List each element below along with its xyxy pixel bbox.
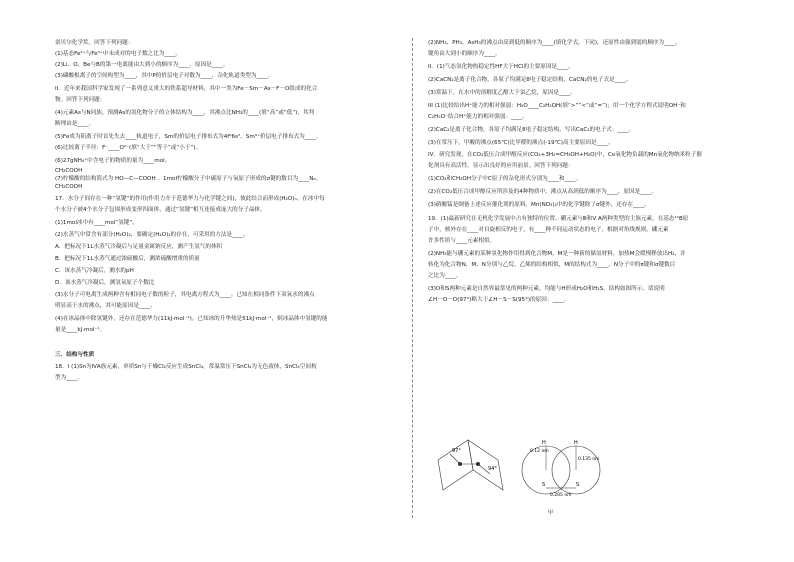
left-text-line: (3)磷酸根离子的空间构型为____，其中P的价层电子对数为____，杂化轨道类型为____。 bbox=[55, 73, 274, 79]
right-text-line: 许多性质与____元素相似。 bbox=[428, 238, 496, 244]
left-text-line: 明显高于水的沸点，其可能原因是____。 bbox=[55, 303, 156, 309]
left-text-line: (4)在冰晶体中除氢键外，还存在范德华力(11kJ·mol⁻¹)。已知冰的升华热是51kJ·mol⁻¹，则冰晶体中氢键的能 bbox=[55, 316, 328, 322]
right-text-line: (3)常温下，在水中的溶解度乙醇大于氯乙烷，原因是____。 bbox=[428, 90, 576, 96]
right-text-line: 之比为____。 bbox=[428, 273, 462, 279]
left-text-line: 18．I (1)Sn为ⅣA族元素，单质Sn与干燥Cl₂反应生成SnCl₄，常温常压下SnCl₄为无色液体，SnCl₄空间构 bbox=[55, 364, 317, 370]
column-divider bbox=[412, 38, 413, 518]
left-text-line: (6)27gNH₄⁺中含电子的物质的量为____mol。 bbox=[55, 158, 171, 164]
right-text-line: (2)CaC₂是离子化合物，各原子均满足8电子稳定结构，写出CaC₂的电子式：____。 bbox=[428, 127, 635, 133]
figure-caption: 甲 bbox=[548, 510, 554, 516]
left-text-line: (1)基态Fe²⁺与Fe³⁺中未成对的电子数之比为____。 bbox=[55, 51, 182, 57]
right-text-line: 转化为化合物N，M、N分别与乙烷、乙烯的结构相似，M的结构式为____，N分子中的π键和σ键数目 bbox=[428, 262, 676, 268]
right-text-line: (3)O和S两种元素是自然界最常见的两种元素，均能与H形成H₂O和H₂S，结构如图所示。请说明 bbox=[428, 286, 665, 292]
right-text-line: (3)在常压下，甲酸的沸点(65℃)比甲醛的沸点(-19℃)高主要原因是____。 bbox=[428, 140, 614, 146]
right-text-line: ∠H－O－O(97°)略大于∠H－S－S(95°)的原因：____。 bbox=[428, 297, 570, 303]
left-text-line: D．该水蒸气冷凝后，测氢氧原子个数比 bbox=[55, 280, 155, 286]
left-text-line: 物。回答下列问题： bbox=[55, 97, 106, 103]
right-text-line: (3)硝酸锰是制备上述反应催化剂的原料，Mn(NO₃)₂中的化学键除了σ键外，还存在____。 bbox=[428, 202, 650, 208]
right-text-line: (2)NH₃、PH₃、AsH₃的沸点由高到低的顺序为____(填化学式，下同)，还原性由强到弱的顺序为____， bbox=[428, 40, 681, 46]
atom-s2-label: S bbox=[576, 482, 580, 488]
left-text-line: 型为____。 bbox=[55, 375, 83, 381]
h2s2-model bbox=[522, 440, 600, 498]
right-text-line: II．(1)气态氢化物热稳定性HF大于HCl的主要原因是____。 bbox=[428, 64, 574, 70]
left-text-line: 个水分子被4个水分子包围形成变形四面体，通过“氢键”相互连接成庞大的分子晶体。 bbox=[55, 207, 266, 213]
left-text-line: C．该水蒸气冷凝后，测水的pH bbox=[55, 268, 134, 274]
left-text-line: 诺贝尔化学奖。回答下列问题： bbox=[55, 40, 134, 46]
bond-left-label: 0.12 nm bbox=[530, 449, 549, 454]
right-text-line: (2)NH₃能与硼元素的某种氢化物作用得到化合物M，M是一种新的储氢材料，加热M会缓慢释放出H₂，并 bbox=[428, 251, 686, 257]
right-text-line: 子中，核外存在____对自旋相反的电子，有____种不同运动状态的电子，根据对角线规则，硼元素 bbox=[428, 227, 669, 233]
bond-right-label: 0.135 nm bbox=[578, 457, 600, 462]
left-text-line: (5)Fe成为阳离子时首先失去____轨道电子，Sm的价层电子排布式为4f⁶6s²，Sm³⁺价层电子排布式为____。 bbox=[55, 134, 322, 140]
angle-top-label: 97° bbox=[452, 448, 461, 454]
right-text-line: 化剂具有高活性，显示出良好的应用前景。回答下列问题： bbox=[428, 163, 574, 169]
right-text-line: (1)CO₂和CH₃OH分子中C原子的杂化形式分别为____和____。 bbox=[428, 176, 582, 182]
left-text-line: CH₂COOH bbox=[55, 168, 83, 174]
left-text-line: II．近年来我国科学家发现了一系列意义重大的铁系超导材料，其中一类为Fe－Sm－As－F－O组成的化合 bbox=[55, 86, 318, 92]
left-text-line: 断理由是____。 bbox=[55, 121, 95, 127]
left-text-line: B．把标况下1L水蒸气通过浓硫酸后，测浓硫酸增重的质量 bbox=[55, 256, 200, 262]
left-text-line: A．把标况下1L水蒸气冷凝后与足量金属钠反应，测产生氢气的体积 bbox=[55, 244, 223, 250]
right-text-line: IV．研究发现，在CO₂低压合成甲醇反应(CO₂+3H₂=CH₃OH+H₂O)中，Co氧化物负载的Mn氧化物纳米粒子催 bbox=[428, 152, 702, 158]
left-text-line: CH₂COOH bbox=[55, 184, 83, 190]
left-text-line: (4)元素As与N同族。预测As的氢化物分子的立体结构为____，其沸点比NH₃的____(填“高”或“低”)，其判 bbox=[55, 110, 315, 116]
right-text-line: III (1)比较给出H⁺能力的相对强弱：H₂O____C₂H₅OH(填“>”“<”或“=”)；用一个化学方程式说明OH⁻和 bbox=[428, 103, 686, 109]
left-text-line: (2)水蒸气中常含有部分(H₂O)₂，要确定(H₂O)₂的存在，可采用的方法是____。 bbox=[55, 232, 249, 238]
right-text-line: C₂H₅O⁻结合H⁺能力的相对强弱：____。 bbox=[428, 114, 528, 120]
h2o2-model bbox=[438, 440, 503, 490]
left-text-line: 17．水分子间存在一种“氢键”的作用(作用力介于范德华力与化学键之间)，彼此结合而形成(H₂O)ₙ。在冰中每 bbox=[55, 196, 325, 202]
right-text-line: (2)CaCN₂是离子化合物，各原子均满足8电子稳定结构，CaCN₂的电子式是____。 bbox=[428, 77, 632, 83]
angle-side-label: 94° bbox=[488, 466, 497, 472]
left-text-line: (1)1mol冰中有____mol“氢键”。 bbox=[55, 220, 138, 226]
atom-s1-label: S bbox=[542, 482, 546, 488]
structure-figure bbox=[428, 430, 628, 520]
right-text-line: (2)在CO₂低压合成甲醇反应所涉及的4种物质中，沸点从高到低的顺序为____，原因是____。 bbox=[428, 189, 658, 195]
atom-h2-label: H bbox=[574, 440, 578, 446]
right-text-line: 19．(1)最新研究在无机化学发展中占有独特的位置。硼元素与Ⅲ和Ⅴ A两种类型的主族元素，在基态¹¹B原 bbox=[428, 216, 689, 222]
left-text-line: 三．结构与性质 bbox=[55, 352, 95, 358]
right-text-line: 键角由大到小的顺序为____。 bbox=[428, 51, 501, 57]
left-text-line: (2)Li、O、Be与B的第一电离能由大到小的顺序为____，原因是____。 bbox=[55, 62, 229, 68]
left-text-line: (3)水分子可电离生成两种含有相同电子数的粒子，其电离方程式为____。已知在相同条件下双氧水的沸点 bbox=[55, 292, 315, 298]
bond-bottom-label: 0.205 nm bbox=[550, 493, 572, 498]
left-text-line: (6)比较离子半径：F⁻____O²⁻(填“大于”“等于”或“小于”)。 bbox=[55, 145, 202, 151]
left-text-line: (7)柠檬酸的结构简式为 HO—C—COOH 。1mol柠檬酸分子中碳原子与氧原子形成的σ键的数目为____Nₐ。 bbox=[55, 176, 322, 182]
left-text-line: 量是____kJ·mol⁻¹。 bbox=[55, 327, 106, 333]
atom-h1-label: H bbox=[542, 440, 546, 446]
